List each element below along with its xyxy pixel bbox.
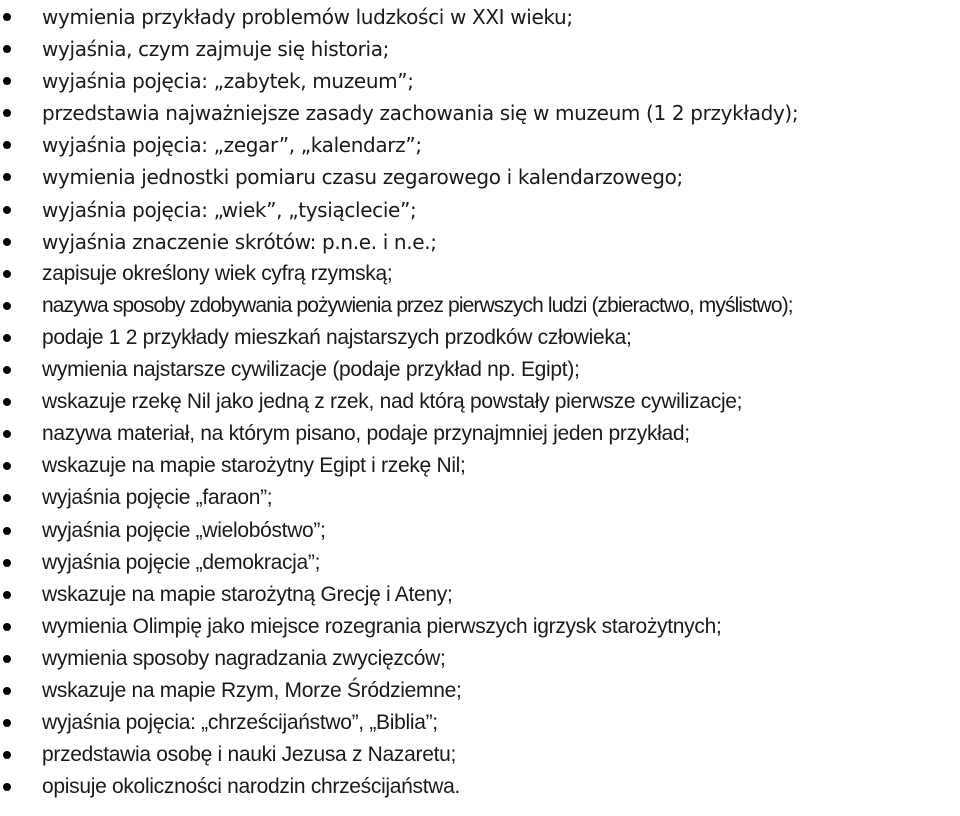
bullet-icon [3, 45, 11, 53]
bullet-icon [3, 13, 11, 21]
list-item-text: wymienia jednostki pomiaru czasu zegarowego i kalendarzowego; [42, 165, 683, 190]
list-item-text: wyjaśnia pojęcia: „zegar”, „kalendarz”; [42, 133, 422, 158]
list-item-text: nazywa materiał, na którym pisano, podaje przynajmniej jeden przykład; [42, 422, 690, 446]
list-item-text: wskazuje na mapie starożytny Egipt i rzekę Nil; [42, 454, 466, 478]
list-item-text: wskazuje na mapie starożytną Grecję i Ateny; [42, 582, 453, 606]
list-item [0, 611, 960, 643]
list-item-text: wskazuje rzekę Nil jako jedną z rzek, nad którą powstały pierwsze cywilizacje; [42, 390, 743, 414]
bullet-icon [3, 559, 11, 567]
bullet-icon [3, 527, 11, 535]
list-item [0, 226, 960, 258]
list-item-text: wyjaśnia, czym zajmuje się historia; [42, 37, 390, 62]
list-item-text: wyjaśnia pojęcie „wielobóstwo”; [42, 518, 326, 542]
list-item [0, 258, 960, 290]
list-item-text: wymienia sposoby nagradzania zwycięzców; [42, 646, 446, 670]
list-item [0, 290, 960, 322]
list-item-text: wyjaśnia pojęcia: „zabytek, muzeum”; [42, 69, 414, 94]
list-item [0, 707, 960, 739]
list-item [0, 386, 960, 418]
bullet-icon [3, 655, 11, 663]
list-item-text: wyjaśnia pojęcie „demokracja”; [42, 550, 321, 574]
list-item [0, 161, 960, 193]
bullet-icon [3, 77, 11, 85]
bullet-icon [3, 751, 11, 759]
list-item-text: przedstawia osobę i nauki Jezusa z Nazaretu; [42, 743, 457, 767]
list-item [0, 739, 960, 771]
list-item [0, 675, 960, 707]
list-item-text: przedstawia najważniejsze zasady zachowania się w muzeum (1 2 przykłady); [42, 101, 799, 126]
bullet-icon [3, 334, 11, 342]
list-item-text: wyjaśnia pojęcie „faraon”; [42, 486, 273, 510]
bullet-icon [3, 173, 11, 181]
bullet-icon [3, 366, 11, 374]
bullet-icon [3, 462, 11, 470]
list-item-text: wyjaśnia pojęcia: „chrześcijaństwo”, „Biblia”; [42, 711, 438, 735]
list-item [0, 579, 960, 611]
list-item [0, 482, 960, 514]
list-item-text: wymienia najstarsze cywilizacje (podaje przykład np. Egipt); [42, 358, 580, 382]
bullet-icon [3, 591, 11, 599]
bullet-icon [3, 623, 11, 631]
list-item-text: zapisuje określony wiek cyfrą rzymską; [42, 261, 393, 285]
list-item [0, 547, 960, 579]
bullet-list [0, 1, 960, 803]
list-item-text: wymienia przykłady problemów ludzkości w XXI wieku; [42, 5, 573, 29]
list-item [0, 97, 960, 129]
list-item-text: opisuje okoliczności narodzin chrześcijaństwa. [42, 775, 461, 799]
list-item [0, 129, 960, 161]
list-item [0, 418, 960, 450]
bullet-icon [3, 238, 11, 246]
list-item [0, 194, 960, 226]
bullet-icon [3, 430, 11, 438]
list-item [0, 515, 960, 547]
list-item-text: wyjaśnia znaczenie skrótów: p.n.e. i n.e.; [42, 229, 437, 254]
bullet-icon [3, 494, 11, 502]
list-item-text: wymienia Olimpię jako miejsce rozegrania pierwszych igrzysk starożytnych; [42, 614, 722, 638]
bullet-icon [3, 141, 11, 149]
list-item-text: podaje 1 2 przykłady mieszkań najstarszych przodków człowieka; [42, 325, 632, 349]
bullet-icon [3, 398, 11, 406]
list-item [0, 771, 960, 803]
list-item [0, 450, 960, 482]
list-item [0, 1, 960, 33]
list-item [0, 322, 960, 354]
list-item-text: wyjaśnia pojęcia: „wiek”, „tysiąclecie”; [42, 197, 417, 222]
list-item-text: nazywa sposoby zdobywania pożywienia przez pierwszych ludzi (zbieractwo, myślistwo); [42, 293, 793, 317]
bullet-icon [3, 270, 11, 278]
list-item [0, 65, 960, 97]
list-item [0, 643, 960, 675]
bullet-icon [3, 687, 11, 695]
bullet-icon [3, 719, 11, 727]
bullet-icon [3, 302, 11, 310]
bullet-icon [3, 206, 11, 214]
list-item-text: wskazuje na mapie Rzym, Morze Śródziemne; [42, 678, 462, 702]
list-item [0, 33, 960, 65]
list-item [0, 354, 960, 386]
bullet-icon [3, 109, 11, 117]
bullet-icon [3, 783, 11, 791]
